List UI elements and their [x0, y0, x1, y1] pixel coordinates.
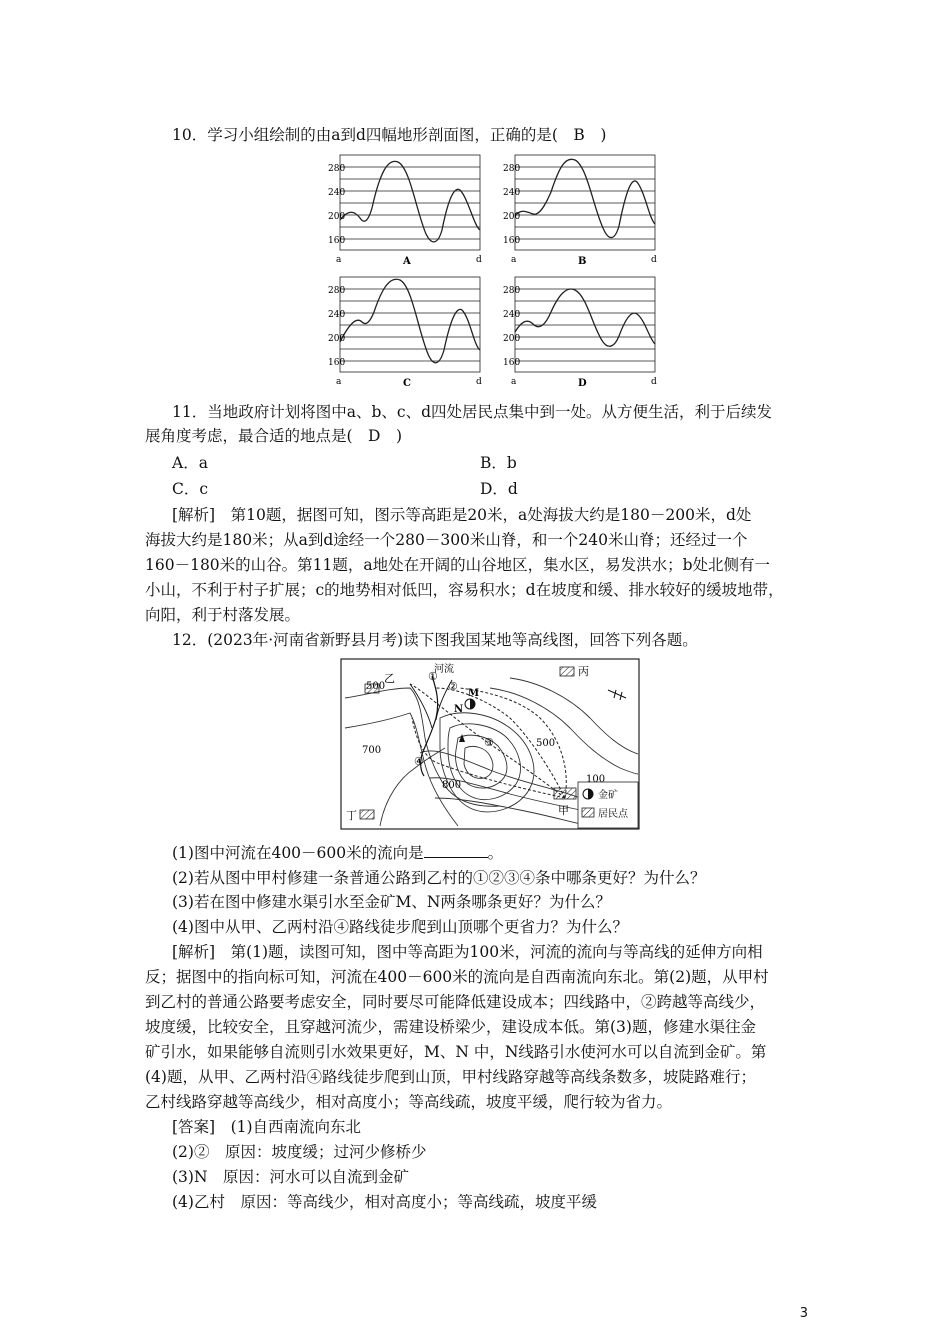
y-tick-240: 240 [328, 188, 346, 198]
contour-500-left: 500 [366, 681, 386, 692]
route-4-label: ④ [414, 755, 424, 768]
analysis2-line: [解析] 第(1)题，读图可知，图中等高距为100米，河流的流向与等高线的延伸方向相 [172, 943, 763, 961]
profile-chart-d [503, 277, 657, 389]
x-start-label: a [336, 255, 342, 265]
y-tick-280: 280 [328, 164, 346, 174]
chart-label: B [578, 256, 587, 267]
q11-option-b: B．b [480, 454, 517, 472]
x-end-label: d [476, 377, 482, 387]
village-jia-symbol [554, 788, 576, 799]
point-m-label: M [468, 688, 480, 699]
y-tick-160: 160 [503, 358, 521, 368]
profile-chart-c [328, 277, 482, 389]
contour-map [340, 658, 640, 830]
y-tick-200: 200 [328, 334, 346, 344]
y-tick-280: 280 [328, 286, 346, 296]
village-ding-label: 丁 [346, 809, 357, 822]
y-tick-200: 200 [503, 212, 521, 222]
x-end-label: d [651, 377, 657, 387]
route-1-label: ① [428, 670, 438, 683]
x-end-label: d [651, 255, 657, 265]
profile-charts [330, 150, 660, 390]
page-number: 3 [799, 1306, 808, 1321]
q12-sub2: (2)若从图中甲村修建一条普通公路到乙村的①②③④条中哪条更好？为什么？ [172, 869, 706, 887]
village-yi-label: 乙 [384, 672, 395, 685]
analysis2-line: (4)题，从甲、乙两村沿④路线徒步爬到山顶，甲村线路穿越等高线条数多，坡陡路难行； [145, 1068, 756, 1086]
contour-800: 800 [442, 780, 462, 791]
y-tick-280: 280 [503, 164, 521, 174]
analysis2-line: 到乙村的普通公路要考虑安全，同时要尽可能降低建设成本；四线路中，②跨越等高线少， [145, 993, 766, 1011]
y-tick-200: 200 [503, 334, 521, 344]
analysis2-line: 反；据图中的指向标可知，河流在400－600米的流向是自西南流向东北。第(2)题，从甲村 [145, 968, 769, 986]
y-tick-160: 160 [503, 236, 521, 246]
x-start-label: a [511, 377, 517, 387]
village-bing-label: 丙 [578, 665, 589, 678]
answer-line: (2)② 原因：坡度缓；过河少修桥少 [172, 1143, 427, 1161]
chart-label: C [403, 378, 411, 389]
village-ding-symbol [360, 810, 374, 819]
y-tick-200: 200 [328, 212, 346, 222]
q12-stem: 12．(2023年·河南省新野县月考)读下图我国某地等高线图，回答下列各题。 [172, 631, 698, 649]
answer-line: (4)乙村 原因：等高线少，相对高度小；等高线疏，坡度平缓 [172, 1193, 597, 1211]
route-2-label: ② [448, 680, 458, 693]
contour-100: 100 [586, 774, 606, 785]
q11-stem-line1: 11．当地政府计划将图中a、b、c、d四处居民点集中到一处。从方便生活，利于后续发 [172, 403, 772, 421]
chart-label: A [403, 256, 411, 267]
legend-gold-label: 金矿 [598, 790, 618, 801]
analysis2-line: 乙村线路穿越等高线少，相对高度小；等高线疏，坡度平缓，爬行较为省力。 [145, 1093, 673, 1111]
profile-chart-b [503, 155, 657, 267]
q11-option-c: C．c [172, 480, 209, 498]
analysis1-line: [解析] 第10题，据图可知，图示等高距是20米，a处海拔大约是180－200米，d处 [172, 506, 752, 524]
answer-line: [答案] (1)自西南流向东北 [172, 1118, 362, 1136]
analysis1-line: 向阳，利于村落发展。 [145, 606, 301, 624]
q12-sub1-end: 。 [487, 844, 504, 862]
river-label: 河流 [434, 664, 454, 675]
village-bing-symbol [560, 667, 574, 676]
answer-blank[interactable] [424, 843, 488, 858]
chart-label: D [578, 378, 587, 389]
q10-stem: 10．学习小组绘制的由a到d四幅地形剖面图，正确的是( B ) [172, 126, 607, 144]
y-tick-280: 280 [503, 286, 521, 296]
y-tick-240: 240 [328, 310, 346, 320]
point-n-label: N [454, 704, 464, 715]
q11-option-a: A．a [172, 454, 208, 472]
contour-500-right: 500 [536, 738, 556, 749]
q12-sub4: (4)图中从甲、乙两村沿④路线徒步爬到山顶哪个更省力？为什么？ [172, 918, 628, 936]
gold-mine-symbol [465, 699, 475, 709]
x-start-label: a [511, 255, 517, 265]
answer-line: (3)N 原因：河水可以自流到金矿 [172, 1168, 410, 1186]
village-jia-label: 甲 [558, 804, 569, 817]
contour-700: 700 [362, 745, 382, 756]
q11-stem-line2: 展角度考虑，最合适的地点是( D ) [145, 427, 403, 445]
analysis1-line: 160－180米的山谷。第11题，a地处在开阔的山谷地区，集水区，易发洪水；b处北侧有一 [145, 556, 771, 574]
x-start-label: a [336, 377, 342, 387]
analysis1-line: 小山，不利于村子扩展；c的地势相对低凹，容易积水；d在坡度和缓、排水较好的缓坡地带， [145, 581, 784, 599]
q12-sub3: (3)若在图中修建水渠引水至金矿M、N两条哪条更好？为什么？ [172, 893, 611, 911]
analysis2-line: 矿引水，如果能够自流则引水效果更好，M、N 中，N线路引水使河水可以自流到金矿。第 [145, 1043, 767, 1061]
q11-option-d: D．d [480, 480, 518, 498]
q12-sub1 [172, 843, 503, 863]
y-tick-160: 160 [328, 358, 346, 368]
analysis1-line: 海拔大约是180米；从a到d途经一个280－300米山脊，和一个240米山脊；还经过一个 [145, 531, 748, 549]
profile-chart-a [328, 155, 482, 267]
legend-residential-label: 居民点 [598, 809, 628, 820]
x-end-label: d [476, 255, 482, 265]
route-3-label: ③ [484, 736, 494, 749]
y-tick-240: 240 [503, 310, 521, 320]
y-tick-160: 160 [328, 236, 346, 246]
y-tick-240: 240 [503, 188, 521, 198]
q12-sub1-text: (1)图中河流在400－600米的流向是 [172, 844, 424, 862]
analysis2-line: 坡度缓，比较安全，且穿越河流少，需建设桥梁少，建设成本低。第(3)题，修建水渠往金 [145, 1018, 756, 1036]
map-legend [578, 782, 638, 828]
